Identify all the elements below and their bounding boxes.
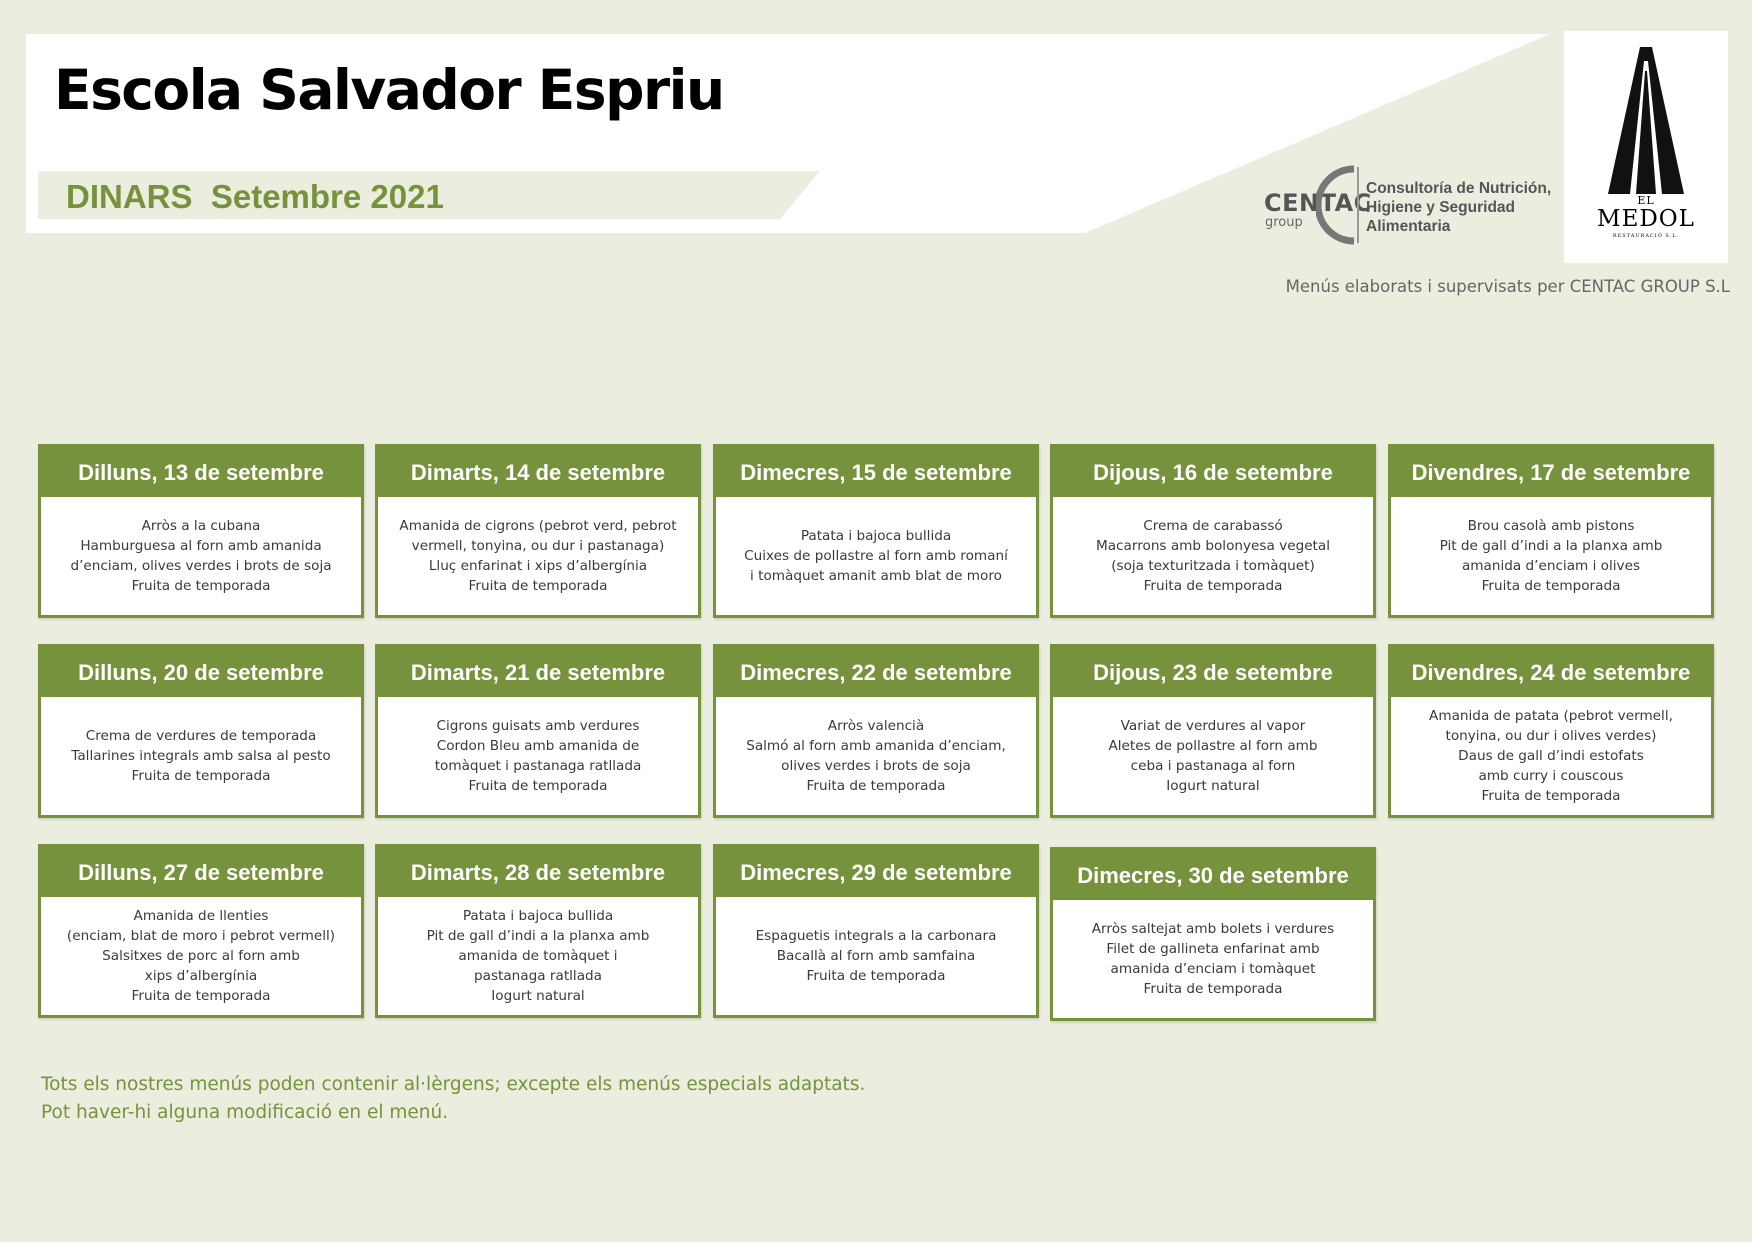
menu-subtitle: DINARS Setembre 2021	[66, 178, 444, 215]
menu-item: Aletes de pollastre al forn amb	[1108, 738, 1318, 754]
menu-item: Amanida de llenties	[133, 908, 269, 924]
day-menu	[38, 694, 364, 818]
centac-logo-group: group	[1265, 215, 1303, 230]
day-title: Divendres, 24 de setembre	[1388, 644, 1714, 694]
menu-item: Salsitxes de porc al forn amb	[102, 948, 300, 964]
menu-item: d’enciam, olives verdes i brots de soja	[70, 558, 332, 574]
day-title: Dimecres, 29 de setembre	[713, 844, 1039, 894]
day-menu	[38, 494, 364, 618]
menu-item: Cigrons guisats amb verdures	[436, 718, 640, 734]
menu-item: Fruita de temporada	[131, 768, 271, 784]
centac-line: Consultoría de Nutrición,	[1366, 180, 1552, 197]
allergen-note: Tots els nostres menús poden contenir al·lèrgens; excepte els menús especials adaptats.	[41, 1074, 866, 1095]
menu-item: olives verdes i brots de soja	[781, 758, 971, 774]
supervised-note: Menús elaborats i supervisats per CENTAC GROUP S.L	[1285, 277, 1730, 296]
day-title: Dijous, 16 de setembre	[1050, 444, 1376, 494]
day-menu	[713, 694, 1039, 818]
day-title: Dimecres, 30 de setembre	[1050, 847, 1376, 897]
centac-arc-icon	[1316, 165, 1360, 245]
day-title: Dilluns, 13 de setembre	[38, 444, 364, 494]
menu-item: Brou casolà amb pistons	[1467, 518, 1635, 534]
day-title: Dimarts, 21 de setembre	[375, 644, 701, 694]
menu-item: Espaguetis integrals a la carbonara	[755, 928, 997, 944]
menu-item: amanida d’enciam i tomàquet	[1110, 961, 1316, 977]
menu-item: Salmó al forn amb amanida d’enciam,	[746, 738, 1006, 754]
menu-item: Lluç enfarinat i xips d’albergínia	[428, 558, 648, 574]
day-title: Dilluns, 20 de setembre	[38, 644, 364, 694]
menu-item: Fruita de temporada	[806, 968, 946, 984]
menu-item: Cuixes de pollastre al forn amb romaní	[744, 548, 1008, 564]
day-menu	[375, 494, 701, 618]
menu-item: Fruita de temporada	[1143, 578, 1283, 594]
centac-logo-word: CENTAC	[1264, 189, 1372, 217]
menu-item: Amanida de patata (pebrot vermell,	[1429, 708, 1673, 724]
menu-item: Fruita de temporada	[1143, 981, 1283, 997]
day-title: Dimecres, 22 de setembre	[713, 644, 1039, 694]
centac-logo	[1262, 165, 1552, 245]
medol-el: EL	[1637, 194, 1655, 207]
day-menu	[1388, 694, 1714, 818]
menu-item: Filet de gallineta enfarinat amb	[1106, 941, 1320, 957]
menu-item: Hamburguesa al forn amb amanida	[80, 538, 322, 554]
footer-notes	[41, 1071, 865, 1127]
day-menu	[375, 894, 701, 1018]
menu-item: xips d’albergínia	[144, 968, 258, 984]
menu-item: Fruita de temporada	[468, 578, 608, 594]
menu-item: (enciam, blat de moro i pebrot vermell)	[66, 928, 336, 944]
menu-item: Iogurt natural	[1166, 778, 1260, 794]
day-menu	[713, 494, 1039, 618]
menu-item: Fruita de temporada	[1481, 788, 1621, 804]
el-medol-logo	[1564, 31, 1728, 263]
medol-name: MEDOL	[1597, 206, 1695, 232]
menu-item: Crema de carabassó	[1143, 518, 1283, 534]
menu-item: amb curry i couscous	[1478, 768, 1624, 784]
menu-item: amanida d’enciam i olives	[1461, 558, 1641, 574]
centac-line: Higiene y Seguridad	[1366, 199, 1516, 216]
day-title: Dilluns, 27 de setembre	[38, 844, 364, 894]
menu-item: (soja texturitzada i tomàquet)	[1111, 558, 1315, 574]
menu-item: i tomàquet amanit amb blat de moro	[750, 568, 1002, 584]
menu-item: Patata i bajoca bullida	[462, 908, 614, 924]
centac-logo-text	[1366, 179, 1551, 236]
menu-item: Fruita de temporada	[468, 778, 608, 794]
day-title: Dijous, 23 de setembre	[1050, 644, 1376, 694]
monolith-icon	[1564, 31, 1728, 201]
menu-item: Variat de verdures al vapor	[1120, 718, 1306, 734]
menu-item: Arròs a la cubana	[141, 518, 261, 534]
day-title: Dimarts, 14 de setembre	[375, 444, 701, 494]
menu-item: amanida de tomàquet i	[458, 948, 618, 964]
header-banner	[0, 0, 1752, 300]
day-menu	[38, 894, 364, 1018]
menu-item: Pit de gall d’indi a la planxa amb	[1439, 538, 1663, 554]
menu-item: Crema de verdures de temporada	[85, 728, 317, 744]
day-title: Divendres, 17 de setembre	[1388, 444, 1714, 494]
menu-item: Fruita de temporada	[1481, 578, 1621, 594]
menu-item: tomàquet i pastanaga ratllada	[434, 758, 642, 774]
page-title: Escola Salvador Espriu	[54, 58, 724, 122]
menu-item: Amanida de cigrons (pebrot verd, pebrot	[399, 518, 677, 534]
day-menu	[375, 694, 701, 818]
menu-item: tonyina, ou dur i olives verdes)	[1445, 728, 1657, 744]
menu-item: Arròs saltejat amb bolets i verdures	[1091, 921, 1335, 937]
menu-item: Fruita de temporada	[131, 988, 271, 1004]
menu-item: pastanaga ratllada	[473, 968, 603, 984]
menu-item: vermell, tonyina, ou dur i pastanaga)	[411, 538, 665, 554]
day-menu	[1050, 694, 1376, 818]
day-title: Dimarts, 28 de setembre	[375, 844, 701, 894]
centac-line: Alimentaria	[1366, 218, 1451, 235]
menu-item: Iogurt natural	[491, 988, 585, 1004]
menu-item: Cordon Bleu amb amanida de	[436, 738, 640, 754]
medol-tagline: RESTAURACIÓ S.L.	[1612, 233, 1680, 239]
menu-item: Fruita de temporada	[806, 778, 946, 794]
day-title: Dimecres, 15 de setembre	[713, 444, 1039, 494]
menu-item: Daus de gall d’indi estofats	[1458, 748, 1644, 764]
day-menu	[1050, 494, 1376, 618]
menu-item: Arròs valencià	[827, 718, 925, 734]
day-menu	[1388, 494, 1714, 618]
day-menu	[1050, 897, 1376, 1021]
menu-item: ceba i pastanaga al forn	[1130, 758, 1296, 774]
menu-item: Tallarines integrals amb salsa al pesto	[71, 748, 331, 764]
menu-item: Fruita de temporada	[131, 578, 271, 594]
menu-item: Patata i bajoca bullida	[800, 528, 952, 544]
modification-note: Pot haver-hi alguna modificació en el menú.	[41, 1102, 449, 1123]
menu-item: Pit de gall d’indi a la planxa amb	[426, 928, 650, 944]
day-menu	[713, 894, 1039, 1018]
menu-item: Macarrons amb bolonyesa vegetal	[1096, 538, 1330, 554]
menu-item: Bacallà al forn amb samfaina	[776, 948, 976, 964]
